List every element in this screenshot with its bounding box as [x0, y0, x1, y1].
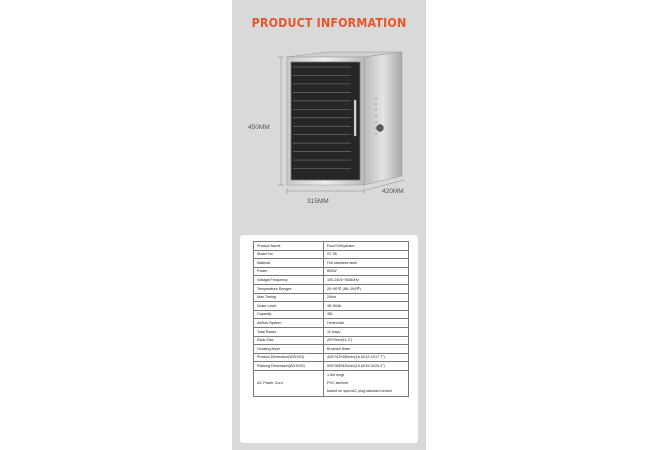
- spec-key: Product Name: [254, 242, 324, 251]
- spec-key: Voltage/Frequency: [254, 276, 324, 285]
- power-cord-line: based on spec/AC plug standard choice: [327, 389, 393, 394]
- spec-value: 29*29cm(11.4"): [324, 336, 409, 345]
- product-info-panel: [232, 0, 426, 450]
- spec-value: 45L: [324, 310, 409, 319]
- spec-key: Capacity: [254, 310, 324, 319]
- spec-key: Noise Level: [254, 302, 324, 311]
- spec-row-power-cord: [254, 370, 409, 396]
- glass-door: [291, 62, 360, 180]
- spec-key: Max Timing: [254, 293, 324, 302]
- spec-value: Horizontal: [324, 319, 409, 328]
- spec-key: Material: [254, 259, 324, 268]
- power-cord-line: PVC sleeve#: [327, 381, 349, 386]
- page-title: PRODUCT INFORMATION: [251, 16, 407, 30]
- spec-row: [254, 319, 409, 328]
- spec-row: [254, 302, 409, 311]
- spec-value: 20~90℃ (68~194℉): [324, 284, 409, 293]
- spec-key: Model No: [254, 250, 324, 259]
- knob-icon: [377, 125, 384, 132]
- spec-row: [254, 345, 409, 354]
- spec-value: 24hrs: [324, 293, 409, 302]
- spec-row: [254, 276, 409, 285]
- spec-key: Housing finish: [254, 345, 324, 354]
- spec-row: [254, 336, 409, 345]
- spec-value: Brushed finish: [324, 345, 409, 354]
- spec-row: [254, 259, 409, 268]
- dehydrator-product-image: [232, 0, 426, 230]
- spec-value: 800W: [324, 267, 409, 276]
- spec-key: Airflow System: [254, 319, 324, 328]
- spec-key: Packing Dimension(WXHXD): [254, 362, 324, 371]
- spec-row: [254, 293, 409, 302]
- spec-value: [324, 370, 409, 396]
- spec-key: Power: [254, 267, 324, 276]
- spec-row: [254, 310, 409, 319]
- spec-key: AC Power Cord: [254, 370, 324, 396]
- door-handle: [354, 100, 356, 136]
- spec-value: 420*315*450mm(16.5X12.4X17.7"): [324, 353, 409, 362]
- spec-card: [240, 235, 418, 443]
- spec-value: 12 trays: [324, 327, 409, 336]
- depth-dimension-label: 420MM: [382, 188, 404, 195]
- spec-row: [254, 353, 409, 362]
- spec-row: [254, 284, 409, 293]
- spec-key: Total Racks: [254, 327, 324, 336]
- spec-row: [254, 327, 409, 336]
- power-cord-line: 1.5m lengt: [327, 373, 345, 378]
- spec-row: [254, 362, 409, 371]
- spec-value: 45~50db: [324, 302, 409, 311]
- spec-value: Full stainless steel: [324, 259, 409, 268]
- width-dimension-label: 315MM: [307, 198, 329, 205]
- spec-row: [254, 242, 409, 251]
- spec-key: Product Dimension(WXHXD): [254, 353, 324, 362]
- height-dimension-label: 450MM: [248, 124, 270, 131]
- spec-value: ST-06: [324, 250, 409, 259]
- spec-value: 500*365*520mm(19.6X15.3X20.4"): [324, 362, 409, 371]
- spec-key: Rack Size: [254, 336, 324, 345]
- spec-table: [253, 241, 409, 397]
- spec-key: Temperature Ranges: [254, 284, 324, 293]
- spec-row: [254, 267, 409, 276]
- spec-value: Food Dehydrator: [324, 242, 409, 251]
- spec-value: 100-240V~50/60Hz: [324, 276, 409, 285]
- spec-row: [254, 250, 409, 259]
